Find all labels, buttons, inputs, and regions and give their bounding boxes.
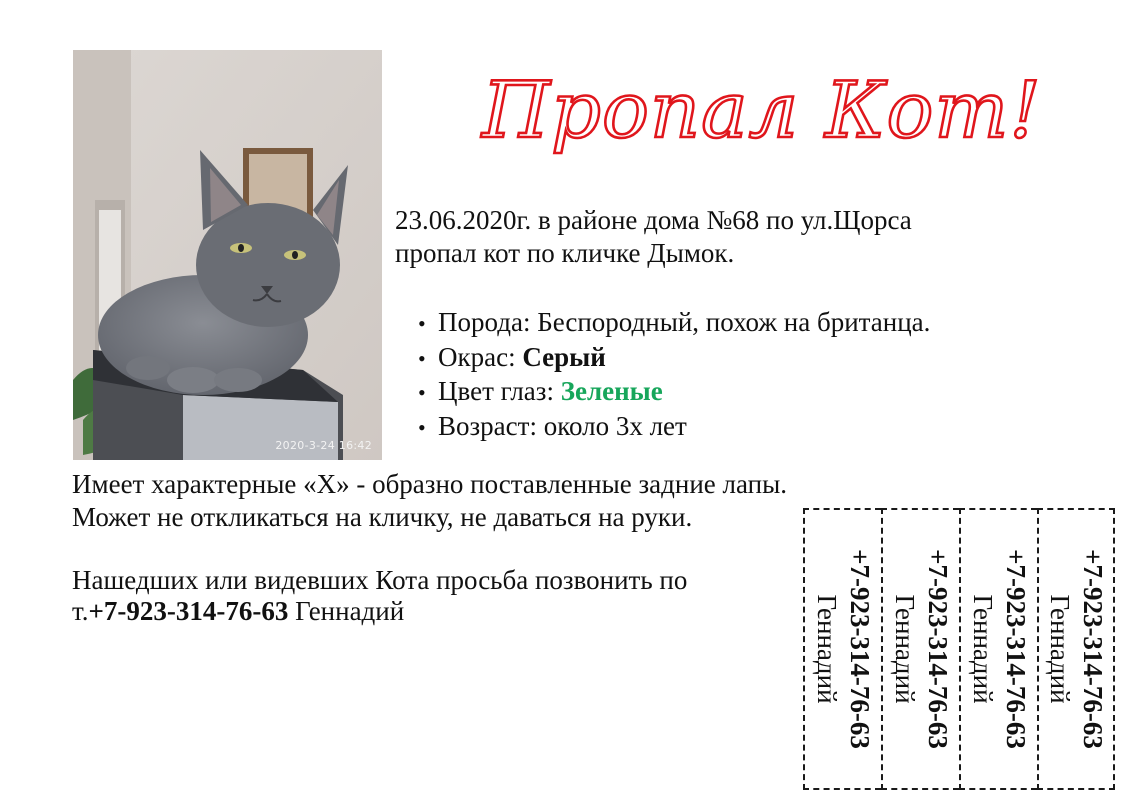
feature-value: около 3х лет bbox=[543, 410, 687, 441]
tear-off-tab bbox=[803, 508, 881, 790]
tear-off-phone: +7-923-314-76-63 bbox=[1001, 549, 1031, 749]
feature-label: Цвет глаз: bbox=[438, 376, 561, 406]
tear-off-tab bbox=[1037, 508, 1115, 790]
feature-color bbox=[418, 341, 1058, 376]
contact-prefix: т. bbox=[72, 596, 89, 626]
contact-info bbox=[72, 565, 772, 627]
contact-line-1: Нашедших или видевших Кота просьба позвонить по bbox=[72, 565, 688, 595]
page-title bbox=[472, 62, 1042, 172]
feature-label: Возраст: bbox=[438, 410, 544, 441]
contact-name: Геннадий bbox=[288, 596, 405, 626]
tear-off-name: Геннадий bbox=[1045, 594, 1075, 704]
feature-age bbox=[418, 410, 1058, 445]
bullet-icon: • bbox=[418, 380, 426, 405]
tear-off-name: Геннадий bbox=[812, 594, 842, 704]
photo-timestamp: 2020-3-24 16:42 bbox=[275, 439, 372, 452]
feature-eye-color bbox=[418, 375, 1058, 410]
intro-line-2: пропал кот по кличке Дымок. bbox=[395, 238, 735, 268]
tear-off-phone: +7-923-314-76-63 bbox=[923, 549, 953, 749]
feature-value: Серый bbox=[522, 341, 606, 372]
contact-line-2 bbox=[72, 596, 772, 627]
cat-photo-illustration bbox=[73, 50, 382, 460]
cat-photo bbox=[73, 50, 382, 460]
tear-off-phone: +7-923-314-76-63 bbox=[1078, 549, 1108, 749]
feature-value: Зеленые bbox=[560, 376, 663, 406]
cat-features-list bbox=[418, 306, 1058, 444]
tear-off-phone: +7-923-314-76-63 bbox=[845, 549, 875, 749]
bullet-icon: • bbox=[418, 311, 426, 336]
intro-line-1: 23.06.2020г. в районе дома №68 по ул.Щорса bbox=[395, 205, 912, 235]
feature-label: Порода: bbox=[438, 307, 538, 337]
tear-off-tabs bbox=[803, 508, 1116, 790]
tear-off-tab bbox=[881, 508, 959, 790]
feature-breed bbox=[418, 306, 1058, 341]
bullet-icon: • bbox=[418, 345, 426, 371]
tear-off-name: Геннадий bbox=[968, 594, 998, 704]
intro-text bbox=[395, 204, 1035, 270]
tear-off-tab bbox=[959, 508, 1037, 790]
title-text: Пропал Кот! bbox=[482, 66, 1042, 156]
tear-off-name: Геннадий bbox=[890, 594, 920, 704]
feature-label: Окрас: bbox=[438, 341, 523, 372]
feature-value: Беспородный, похож на британца. bbox=[537, 307, 931, 337]
description-line-1: Имеет характерные «Х» - образно поставленные задние лапы. bbox=[72, 469, 787, 499]
description-line-2: Может не откликаться на кличку, не даваться на руки. bbox=[72, 502, 693, 532]
contact-phone: +7-923-314-76-63 bbox=[88, 596, 289, 626]
bullet-icon: • bbox=[418, 414, 426, 440]
title-lettering bbox=[472, 62, 1042, 172]
